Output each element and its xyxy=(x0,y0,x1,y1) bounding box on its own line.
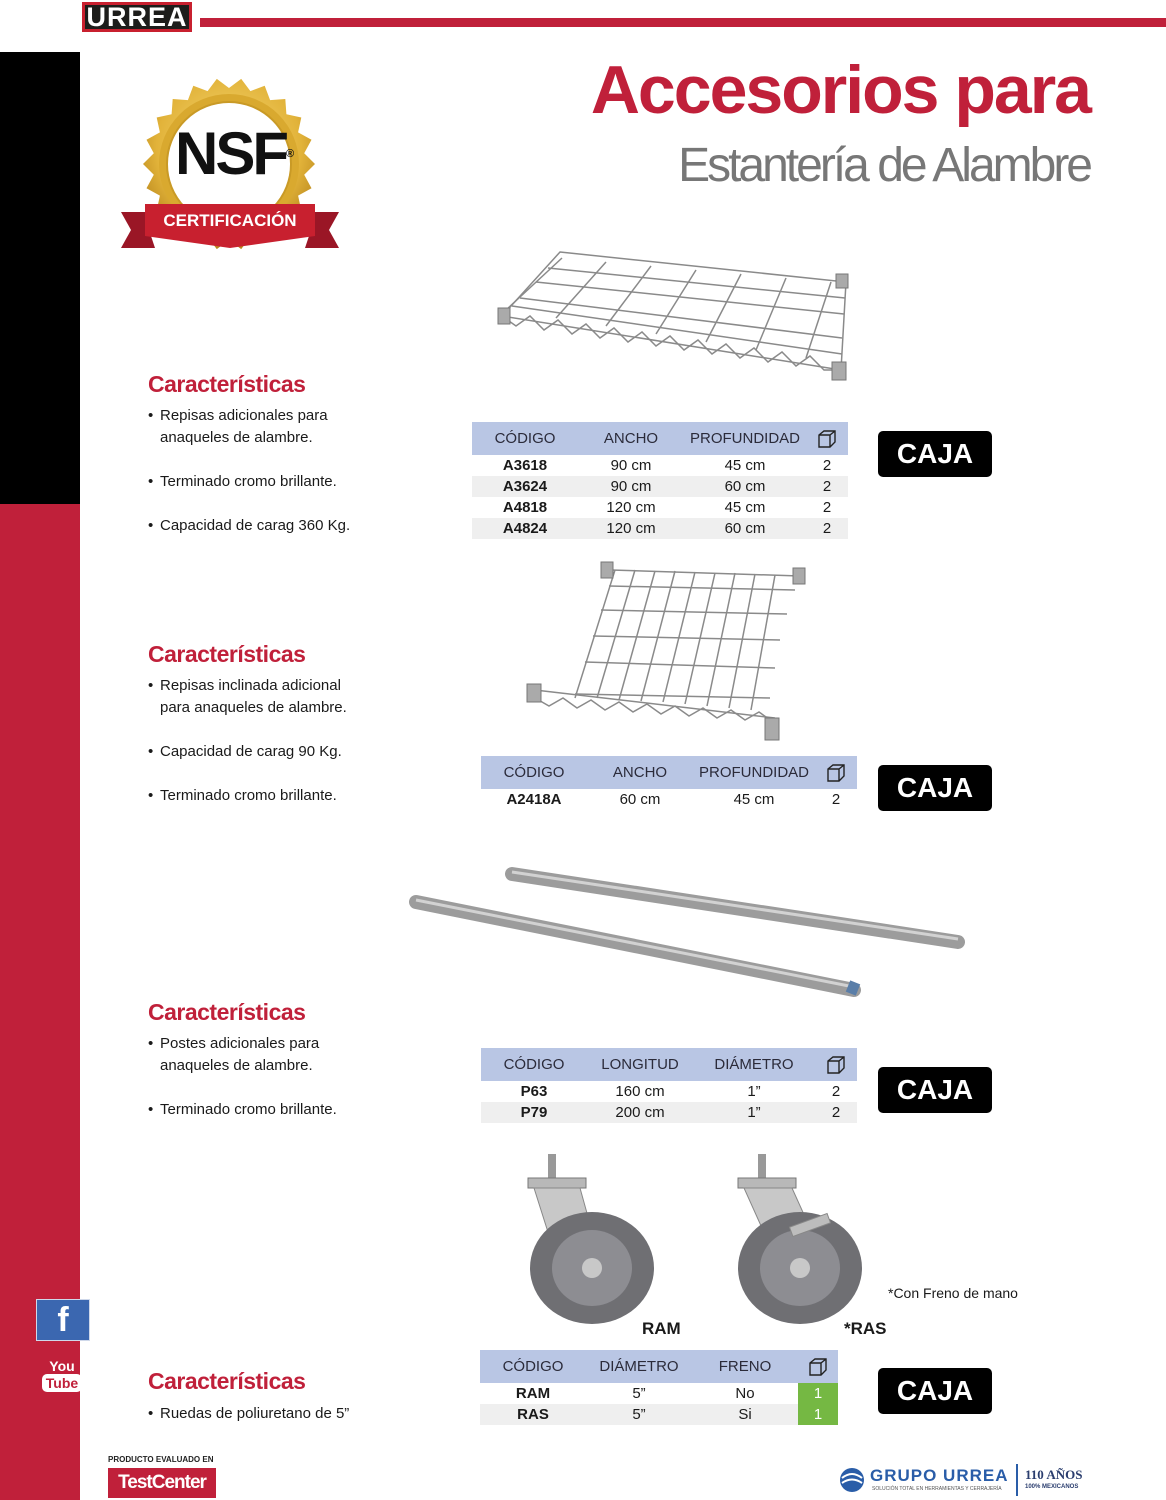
box-icon xyxy=(826,763,846,783)
cell-width: 90 cm xyxy=(578,476,684,497)
grupo-urrea-globe-icon xyxy=(838,1466,866,1494)
nsf-ribbon-text: CERTIFICACIÓN xyxy=(163,211,297,230)
spec-table-shelves xyxy=(472,422,848,539)
col-header-diameter: DIÁMETRO xyxy=(586,1350,692,1383)
grupo-urrea-name: GRUPO URREA xyxy=(870,1466,1009,1485)
nsf-badge xyxy=(115,72,345,272)
col-header-code: CÓDIGO xyxy=(480,1350,586,1383)
page-title: Accesorios para xyxy=(590,52,1090,128)
section-4-heading: Características xyxy=(148,1368,306,1394)
cell-brake: Si xyxy=(692,1404,798,1425)
col-header-code: CÓDIGO xyxy=(472,422,578,455)
col-header-width: ANCHO xyxy=(578,422,684,455)
cell-qty: 2 xyxy=(831,791,841,808)
feature-item: • Repisas inclinada adicional para anaqueles de alambre. xyxy=(148,675,360,719)
section-1-heading: Características xyxy=(148,371,306,397)
section-3-features xyxy=(148,1033,360,1121)
section-4-features xyxy=(148,1403,380,1425)
col-header-box xyxy=(798,1350,838,1383)
side-band-red xyxy=(0,504,80,1500)
feature-item: • Terminado cromo brillante. xyxy=(148,1099,360,1121)
col-header-length: LONGITUD xyxy=(587,1048,693,1081)
cell-code: A4824 xyxy=(472,518,578,539)
col-header-width: ANCHO xyxy=(587,756,693,789)
cell-code: A2418A xyxy=(506,791,562,808)
testcenter-caption: PRODUCTO EVALUADO EN xyxy=(108,1455,214,1464)
cell-code: A3618 xyxy=(502,457,548,474)
section-1-features xyxy=(148,405,360,537)
box-icon xyxy=(826,1055,846,1075)
cell-qty: 2 xyxy=(806,518,848,539)
cell-depth: 60 cm xyxy=(684,518,806,539)
feature-item: • Repisas adicionales para anaqueles de alambre. xyxy=(148,405,360,449)
col-header-box xyxy=(806,422,848,455)
youtube-bottom: Tube xyxy=(42,1374,82,1392)
slanted-shelf-image xyxy=(525,558,810,744)
cell-depth: 45 cm xyxy=(724,499,766,516)
caster-label-ram: RAM xyxy=(642,1319,681,1338)
table-row xyxy=(480,1383,838,1404)
table-row xyxy=(472,518,848,539)
facebook-icon[interactable] xyxy=(36,1299,90,1341)
section-2-heading: Características xyxy=(148,641,306,667)
feature-item: • Capacidad de carag 90 Kg. xyxy=(148,741,360,763)
years-subtitle: 100% MEXICANOS xyxy=(1025,1484,1079,1490)
cell-qty: 2 xyxy=(822,457,832,474)
testcenter-logo: TestCenter xyxy=(108,1468,216,1498)
cell-qty: 1 xyxy=(798,1383,838,1404)
table-row xyxy=(472,476,848,497)
section-2-features xyxy=(148,675,360,807)
cell-diameter: 5” xyxy=(586,1404,692,1425)
caster-brake-note: *Con Freno de mano xyxy=(888,1285,1018,1301)
page-subtitle: Estantería de Alambre xyxy=(678,139,1090,192)
cell-diameter: 1” xyxy=(693,1102,815,1123)
caster-label-ras: *RAS xyxy=(844,1319,887,1338)
cell-depth: 45 cm xyxy=(724,457,766,474)
years-badge: 110 AÑOS xyxy=(1025,1467,1083,1482)
col-header-box xyxy=(815,1048,857,1081)
cell-width: 60 cm xyxy=(619,791,661,808)
cell-depth: 45 cm xyxy=(733,791,775,808)
cell-width: 120 cm xyxy=(578,518,684,539)
cell-code: A3624 xyxy=(472,476,578,497)
col-header-brake: FRENO xyxy=(692,1350,798,1383)
feature-item: • Capacidad de carag 360 Kg. xyxy=(148,515,360,537)
table-row xyxy=(481,1102,857,1123)
facebook-glyph: f xyxy=(57,1301,69,1339)
cell-width: 90 cm xyxy=(610,457,652,474)
cell-code: RAM xyxy=(515,1385,551,1402)
col-header-diameter: DIÁMETRO xyxy=(693,1048,815,1081)
col-header-box xyxy=(815,756,857,789)
cell-width: 120 cm xyxy=(606,499,656,516)
caja-badge: CAJA xyxy=(878,765,992,811)
cell-diameter: 5” xyxy=(632,1385,646,1402)
cell-qty: 2 xyxy=(806,476,848,497)
col-header-code: CÓDIGO xyxy=(481,1048,587,1081)
table-row xyxy=(481,1081,857,1102)
cell-code: P63 xyxy=(520,1083,548,1100)
feature-item: • Terminado cromo brillante. xyxy=(148,471,360,493)
col-header-code: CÓDIGO xyxy=(481,756,587,789)
box-icon xyxy=(817,429,837,449)
cell-qty: 2 xyxy=(815,1102,857,1123)
table-row xyxy=(481,789,857,810)
table-row xyxy=(480,1404,838,1425)
feature-item: • Terminado cromo brillante. xyxy=(148,785,360,807)
spec-table-casters xyxy=(480,1350,838,1425)
cell-length: 160 cm xyxy=(615,1083,665,1100)
section-3-heading: Características xyxy=(148,999,306,1025)
grupo-urrea-tagline: SOLUCIÓN TOTAL EN HERRAMIENTAS Y CERRAJERÍA xyxy=(872,1486,1002,1492)
cell-code: RAS xyxy=(480,1404,586,1425)
table-row xyxy=(472,455,848,476)
cell-depth: 60 cm xyxy=(684,476,806,497)
cell-length: 200 cm xyxy=(587,1102,693,1123)
header-rule xyxy=(200,18,1166,27)
feature-item: • Postes adicionales para anaqueles de alambre. xyxy=(148,1033,360,1077)
cell-qty: 2 xyxy=(831,1083,841,1100)
cell-qty: 1 xyxy=(798,1404,838,1425)
col-header-depth: PROFUNDIDAD xyxy=(693,756,815,789)
cell-code: P79 xyxy=(481,1102,587,1123)
cell-qty: 2 xyxy=(822,499,832,516)
box-icon xyxy=(808,1357,828,1377)
cell-code: A4818 xyxy=(502,499,548,516)
caja-badge: CAJA xyxy=(878,431,992,477)
footer-separator xyxy=(1016,1464,1018,1496)
cell-diameter: 1” xyxy=(747,1083,761,1100)
casters-image xyxy=(520,1150,870,1325)
caja-badge: CAJA xyxy=(878,1368,992,1414)
table-row xyxy=(472,497,848,518)
wire-posts-image xyxy=(408,862,968,1004)
side-band-black xyxy=(0,52,80,504)
spec-table-posts xyxy=(481,1048,857,1123)
feature-item: • Ruedas de poliuretano de 5” xyxy=(148,1403,380,1425)
youtube-icon[interactable] xyxy=(36,1356,88,1396)
col-header-depth: PROFUNDIDAD xyxy=(684,422,806,455)
caja-badge: CAJA xyxy=(878,1067,992,1113)
urrea-logo: URREA xyxy=(82,2,192,32)
wire-shelf-image xyxy=(496,244,856,388)
nsf-mark: NSF® xyxy=(175,120,295,187)
cell-brake: No xyxy=(735,1385,755,1402)
spec-table-slanted-shelf xyxy=(481,756,857,810)
youtube-top: You xyxy=(49,1358,75,1374)
